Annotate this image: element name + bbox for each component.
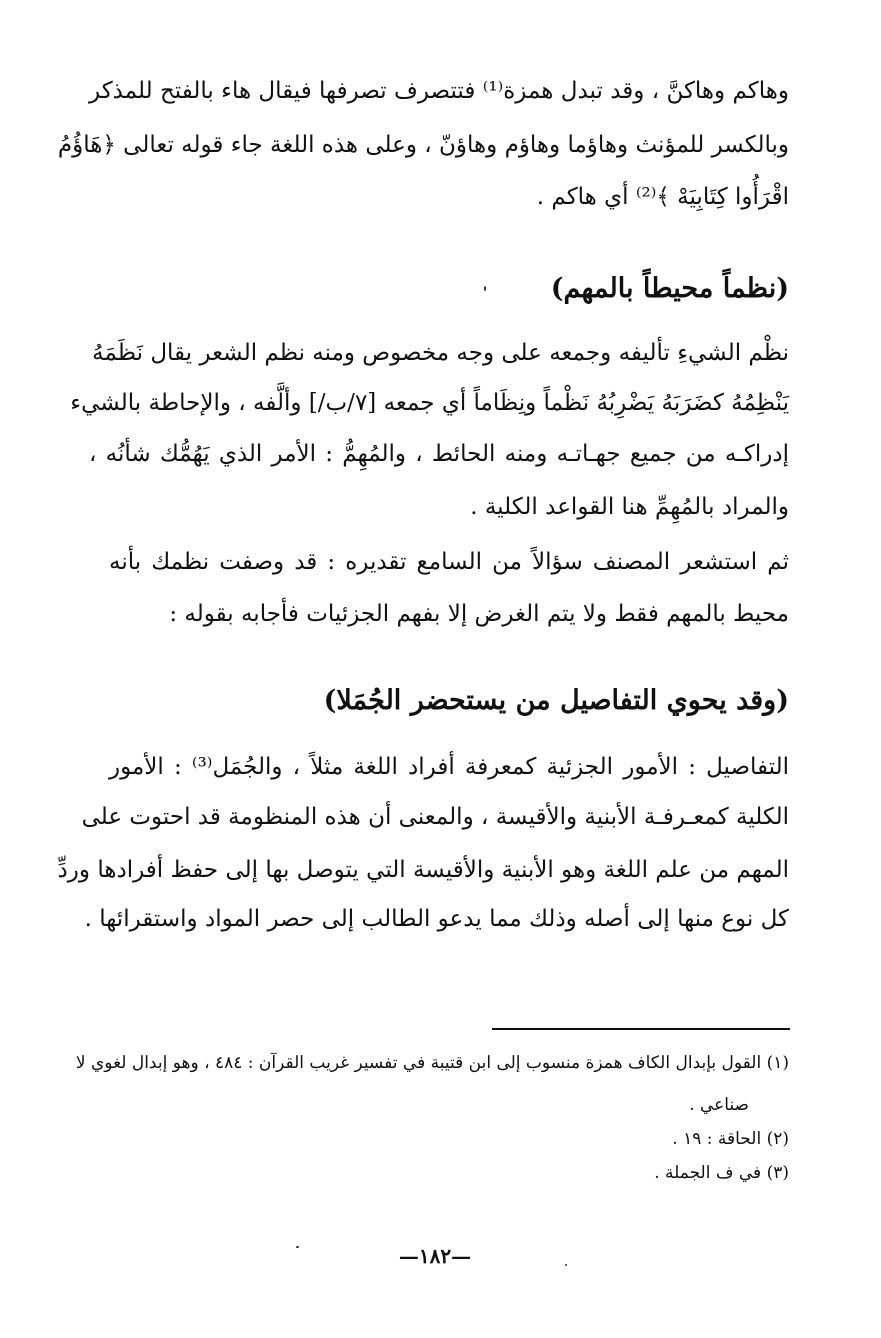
- footnote-1-line-2: صناعي .: [689, 1095, 749, 1115]
- paragraph-4-line-2: الكلية كمعـرفـة الأبنية والأقيسة ، والمعنى أن هذه المنظومة قد احتوت على: [81, 804, 789, 830]
- paragraph-2-line-4: والمراد بالمُهِمِّ هنا القواعد الكلية .: [470, 494, 789, 520]
- paragraph-3-line-1: ثم استشعر المصنف سؤالاً من السامع تقديره : قد وصفت نظمك بأنه: [109, 549, 789, 575]
- paragraph-1-line-1: وهاكم وهاكنَّ ، وقد تبدل همزة⁽¹⁾ فتتصرف تصرفها فيقال هاء بالفتح للمذكر: [89, 78, 789, 104]
- footnote-1-line-1: (١) القول بإبدال الكاف همزة منسوب إلى ابن قتيبة في تفسير غريب القرآن : ٤٨٤ ، وهو إبدال لغوي لا: [75, 1053, 789, 1073]
- scan-speck: [296, 1246, 299, 1248]
- section-heading-1: (نظماً محيطاً بالمهم): [550, 273, 789, 304]
- paragraph-1-line-2: وبالكسر للمؤنث وهاؤما وهاؤم وهاؤنّ ، وعلى هذه اللغة جاء قوله تعالى ﴿هَاؤُمُ: [57, 132, 789, 158]
- paragraph-1-line-3: اقْرَأُوا كِتَابِيَهْ ﴾⁽²⁾ أي هاكم .: [536, 184, 789, 210]
- footnote-2: (٢) الحاقة : ١٩ .: [672, 1129, 789, 1149]
- footnote-3: (٣) في ف الجملة .: [654, 1163, 789, 1183]
- scan-speck: [484, 286, 486, 291]
- footnote-separator: [492, 1028, 790, 1030]
- paragraph-4-line-3: المهم من علم اللغة وهو الأبنية والأقيسة التي يتوصل بها إلى حفظ أفرادها وردِّ: [57, 857, 789, 883]
- paragraph-2-line-1: نظْم الشيءِ تأليفه وجمعه على وجه مخصوص ومنه نظم الشعر يقال نَظَمَهُ: [92, 340, 789, 366]
- page-number: —١٨٢—: [398, 1244, 472, 1268]
- scan-speck: [565, 1264, 567, 1266]
- paragraph-4-line-1: التفاصيل : الأمور الجزئية كمعرفة أفراد اللغة مثلاً ، والجُمَل⁽³⁾ : الأمور: [109, 754, 789, 780]
- paragraph-2-line-3: إدراكـه من جميع جهـاتـه ومنه الحائط ، والمُهِمُّ : الأمر الذي يَهُمُّك شأنُه ،: [89, 441, 789, 467]
- paragraph-3-line-2: محيط بالمهم فقط ولا يتم الغرض إلا بفهم الجزئيات فأجابه بقوله :: [169, 601, 789, 627]
- section-heading-2: (وقد يحوي التفاصيل من يستحضر الجُمَلا): [323, 685, 789, 716]
- paragraph-4-line-4: كل نوع منها إلى أصله وذلك مما يدعو الطالب إلى حصر المواد واستقرائها .: [84, 906, 789, 932]
- paragraph-2-line-2: يَنْظِمُهُ كضَرَبَهُ يَضْرِبُهُ نَظْماً ونِظَاماً أي جمعه [٧/ب/] وألَّفه ، والإحاطة بالشيء: [70, 390, 789, 416]
